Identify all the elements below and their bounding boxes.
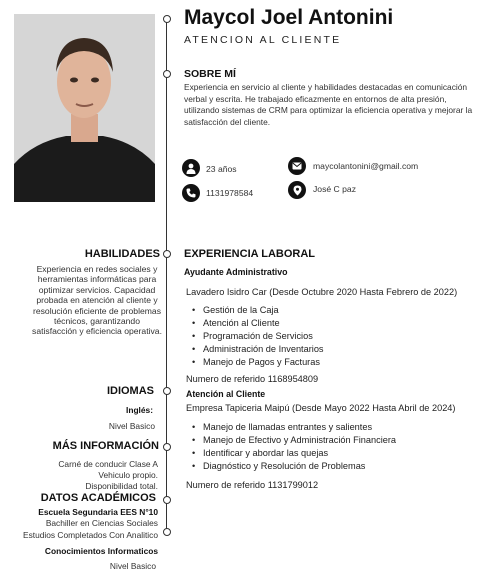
timeline-dot [163,387,171,395]
more-info-heading: MÁS INFORMACIÓN [52,440,159,452]
about-text: Experiencia en servicio al cliente y habilidades destacadas en comunicación verbal y escrita. He trabajado eficazmente en entornos de alta presión, utilizando sistemas de CRM para optimizar la eficiencia operativa y mejorar la satisfacción del cliente. [184,82,473,127]
phone-icon [182,184,200,202]
languages-heading: IDIOMAS [106,385,154,397]
timeline-dot [163,528,171,536]
age-text: 23 años [206,164,237,174]
person-icon [182,159,200,177]
candidate-role: ATENCION AL CLIENTE [184,34,342,46]
more-info-line: Disponibilidad total. [85,481,158,491]
job-task: • Manejo de Efectivo y Administración Financiera [203,435,396,445]
education-degree: Bachiller en Ciencias Sociales [45,518,158,528]
email-icon [288,157,306,175]
job-task: • Manejo de Pagos y Facturas [203,357,320,367]
more-info-line: Carné de conducir Clase A [58,459,158,469]
job-task: • Manejo de llamadas entrantes y salientes [203,422,372,432]
timeline-dot [163,496,171,504]
job-task: • Administración de Inventarios [203,344,324,354]
candidate-name: Maycol Joel Antonini [184,6,394,29]
computing-level: Nivel Basico [109,561,156,571]
email-text[interactable]: maycolantonini@gmail.com [313,161,419,171]
phone-text: 1131978584 [206,188,254,198]
skills-heading: HABILIDADES [84,248,160,260]
skills-text: Experiencia en redes sociales y herramientas informáticas para optimizar servicios. Capacidad probada en atención al cliente y resolución eficiente de problemas técnicos, garantizando satisfacción y eficiencia operativa. [32,264,162,337]
location-text: José C paz [313,184,356,194]
job-company: Empresa Tapiceria Maipú (Desde Mayo 2022 Hasta Abril de 2024) [186,403,456,413]
job-reference: Numero de referido 1131799012 [186,480,319,490]
location-pin-icon [288,181,306,199]
job-task: • Gestión de la Caja [203,305,279,315]
job-task: • Atención al Cliente [203,318,280,328]
job-task: • Diagnóstico y Resolución de Problemas [203,461,365,471]
job-title: Ayudante Administrativo [184,267,288,277]
education-heading: DATOS ACADÉMICOS [40,492,156,504]
job-company: Lavadero Isidro Car (Desde Octubre 2020 Hasta Febrero de 2022) [186,287,458,297]
job-reference: Numero de referido 1168954809 [186,374,319,384]
timeline-dot [163,250,171,258]
education-school: Escuela Segundaria EES N°10 [38,507,158,517]
job-task: • Identificar y abordar las quejas [203,448,328,458]
language-name: Inglés: [126,405,153,415]
experience-heading: EXPERIENCIA LABORAL [184,248,315,260]
computing-title: Conocimientos Informaticos [44,546,158,556]
timeline-dot [163,443,171,451]
timeline-dot [163,70,171,78]
about-heading: SOBRE MÍ [184,68,236,80]
timeline-dot [163,15,171,23]
more-info-line: Vehiculo propio. [98,470,158,480]
job-task: • Programación de Servicios [203,331,313,341]
education-status: Estudios Completados Con Analitico [22,530,158,540]
profile-photo [14,14,155,202]
timeline-line [166,18,167,533]
language-level: Nivel Basico [108,421,155,431]
job-title: Atención al Cliente [186,389,266,399]
